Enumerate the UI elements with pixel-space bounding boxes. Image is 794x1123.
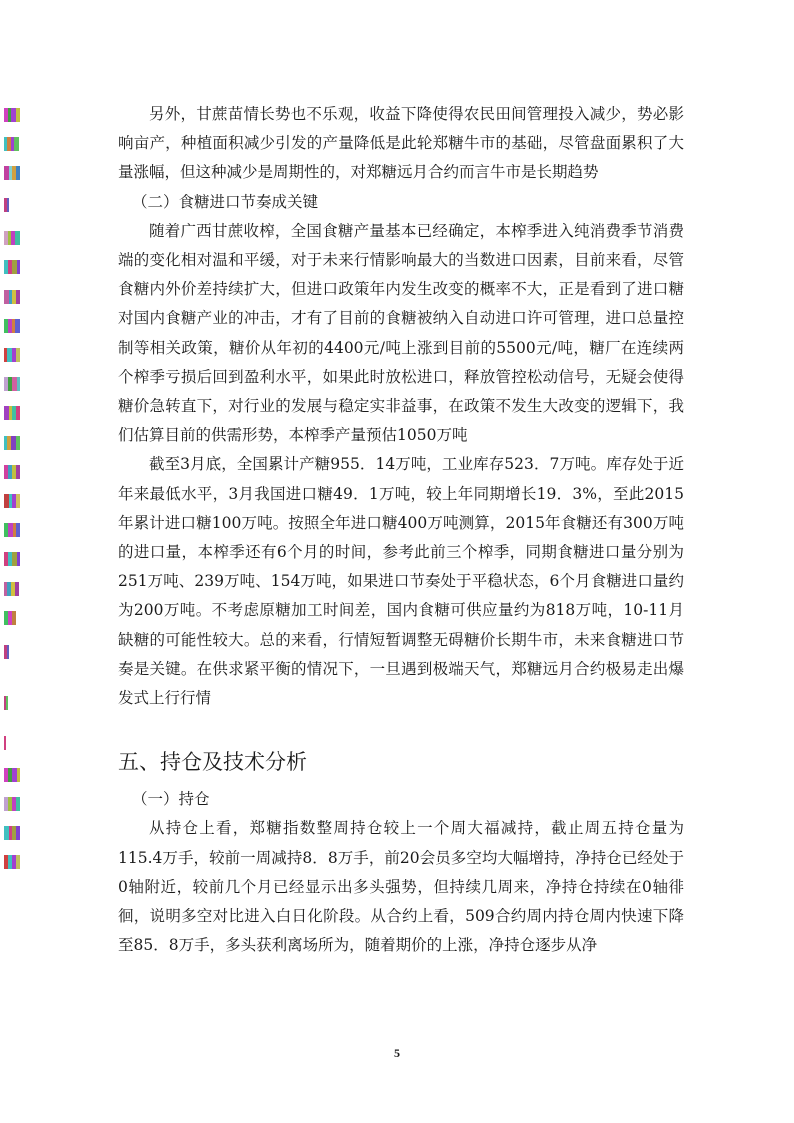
paragraph-import-policy: 随着广西甘蔗收榨，全国食糖产量基本已经确定，本榨季进入纯消费季节消费端的变化相对温和平缓，对于未来行情影响最大的当数进口因素，目前来看，尽管食糖内外价差持续扩大，但进口政策年内发生改变的概率不大，正是看到了进口糖对国内食糖产业的冲击，才有了目前的食糖被纳入自动进口许可管理，进口总量控制等相关政策，糖价从年初的4400元/吨上涨到目前的5500元/吨，糖厂在连续两个榨季亏损后回到盈利水平，如果此时放松进口，释放管控松动信号，无疑会使得糖价急转直下，对行业的发展与稳定实非益事，在政策不发生大改变的逻辑下，我们估算目前的供需形势，本榨季产量预估1050万吨 — [118, 221, 684, 445]
page-number: 5 — [394, 1046, 400, 1060]
subheading-sugar-import: （二）食糖进口节奏成关键 — [132, 192, 319, 211]
paragraph-supply-estimate: 截至3月底，全国累计产糖955．14万吨，工业库存523．7万吨。库存处于近年来最低水平，3月我国进口糖49．1万吨，较上年同期增长19．3%，至此2015年累计进口糖100万吨。按照全年进口糖400万吨测算，2015年食糖还有300万吨的进口量，本榨季还有6个月的时间，参考此前三个榨季，同期食糖进口量分别为251万吨、239万吨、154万吨，如果进口节奏处于平稳状态，6个月食糖进口量约为200万吨。不考虑原糖加工时间差，国内食糖可供应量约为818万吨，10-11月缺糖的可能性较大。总的来看，行情短暂调整无碍糖价长期牛市，未来食糖进口节奏是关键。在供求紧平衡的情况下，一旦遇到极端天气，郑糖远月合约极易走出爆发式上行行情 — [118, 455, 684, 708]
paragraph-sugarcane-outlook: 另外，甘蔗苗情长势也不乐观，收益下降使得农民田间管理投入减少，势必影响亩产，种植面积减少引发的产量降低是此轮郑糖牛市的基础，尽管盘面累积了大量涨幅，但这种减少是周期性的，对郑糖远月合约而言牛市是长期趋势 — [118, 105, 684, 182]
section-heading-positions: 五、持仓及技术分析 — [118, 750, 307, 775]
paragraph-position-analysis: 从持仓上看，郑糖指数整周持仓较上一个周大福减持，截止周五持仓量为115.4万手，较前一周减持8．8万手，前20会员多空均大幅增持，净持仓已经处于0轴附近，较前几个月已经显示出多头强势，但持续几周来，净持仓持续在0轴徘徊，说明多空对比进入白日化阶段。从合约上看，509合约周内持仓周内快速下降至85．8万手，多头获利离场所为，随着期价的上涨，净持仓逐步从净 — [118, 819, 684, 955]
document-body — [118, 100, 684, 960]
subheading-positions: （一）持仓 — [132, 790, 210, 809]
